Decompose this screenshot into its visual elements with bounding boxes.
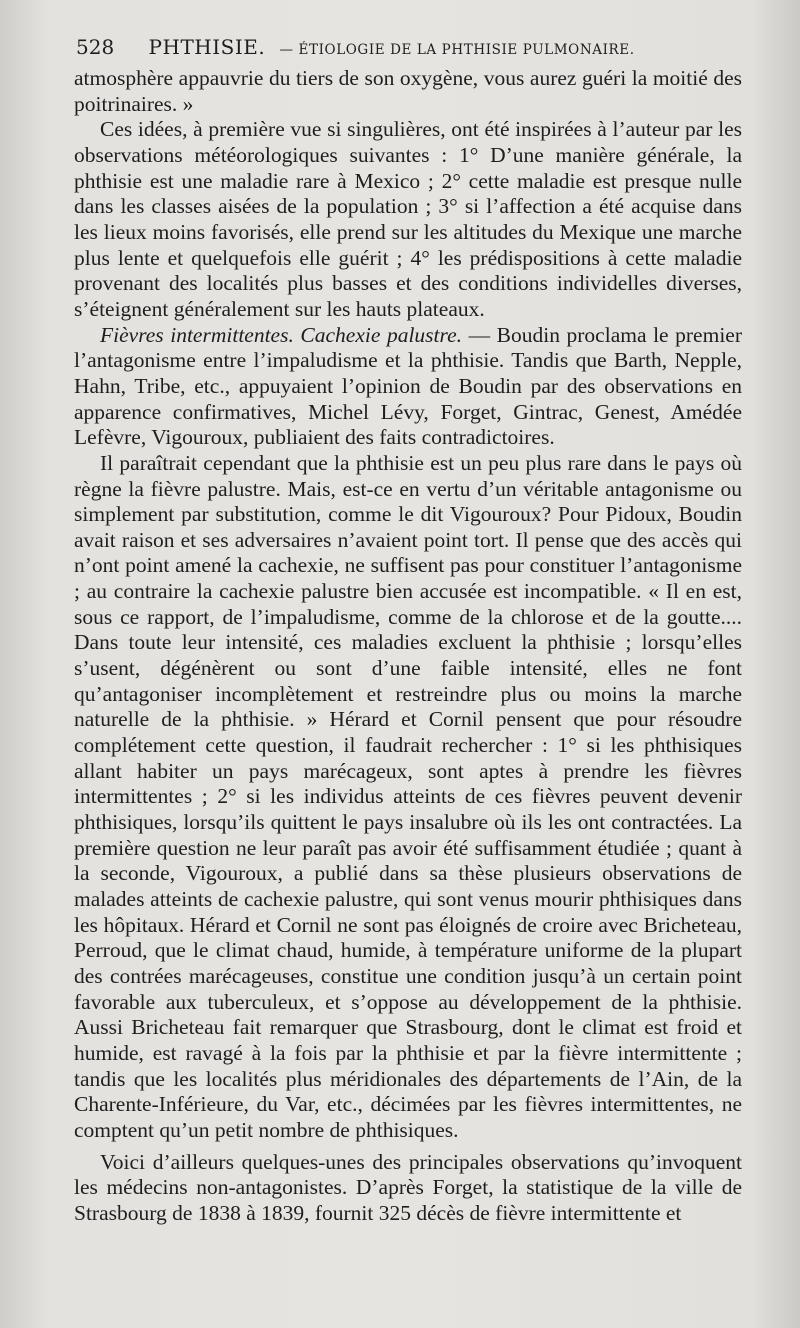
section-heading-italic: Fièvres intermittentes. Cachexie palustre. — [100, 322, 463, 347]
body-text — [74, 66, 742, 1227]
running-subtitle: — ÉTIOLOGIE DE LA PHTHISIE PULMONAIRE. — [279, 42, 635, 58]
paragraph-fievres-intermittentes — [74, 323, 742, 451]
paragraph-antagonisme: Il paraîtrait cependant que la phthisie est un peu plus rare dans le pays où règne la fièvre palustre. Mais, est-ce en vertu d’un véritable antagonisme ou simplement par substitution, comme le dit Vigouroux? Pour Pidoux, Boudin avait raison et ses adversaires n’avaient point tort. Il pense que des accès qui n’ont point amené la cachexie, ne suffisent pas pour constituer l’antagonisme ; au contraire la cachexie palustre bien accusée est incompatible. « Il en est, sous ce rapport, de l’impaludisme, comme de la chlorose et de la goutte.... Dans toute leur intensité, ces maladies excluent la phthisie ; lorsqu’elles s’usent, dégénèrent ou sont d’une faible intensité, elles ne font qu’antagoniser incomplètement et restreindre plus ou moins la marche naturelle de la phthisie. » Hérard et Cornil pensent que pour résoudre complétement cette question, il faudrait rechercher : 1° si les phthisiques allant habiter un pays marécageux, sont aptes à prendre les fièvres intermittentes ; 2° si les individus atteints de ces fièvres peuvent devenir phthisiques, lorsqu’ils quittent le pays insalubre où ils les ont contractées. La première question ne leur paraît pas avoir été suffisamment étudiée ; quant à la seconde, Vigouroux, a publié dans sa thèse plusieurs observations de malades atteints de cachexie palustre, qui sont venus mourir phthisiques dans les hôpitaux. Hérard et Cornil ne sont pas éloignés de croire avec Bricheteau, Perroud, que le climat chaud, humide, à température uniforme de la plupart des contrées marécageuses, constitue une condition jusqu’à un certain point favorable aux tuberculeux, et s’oppose au développement de la phthisie. Aussi Bricheteau fait remarquer que Strasbourg, dont le climat est froid et humide, est ravagé à la fois par la phthisie et par la fièvre intermittente ; tandis que les localités plus méridionales des départements de l’Ain, de la Charente-Inférieure, du Var, etc., décimées par les fièvres intermittentes, ne comptent qu’un petit nombre de phthisiques. — [74, 450, 742, 1142]
running-header — [76, 34, 742, 63]
page-number: 528 — [76, 35, 115, 59]
paragraph-body: — Boudin proclama le premier l’antagonisme entre l’impaludisme et la phthisie. Tandis que Barth, Nepple, Hahn, Tribe, etc., appuyaient l’opinion de Boudin par des observations en apparence confirmatives, Michel Lévy, Forget, Gintrac, Genest, Amédée Lefèvre, Vigouroux, publiaient des faits contradictoires. — [74, 322, 743, 450]
paragraph-continuation: atmosphère appauvrie du tiers de son oxygène, vous aurez guéri la moitié des poitrinaires. » — [74, 66, 742, 116]
running-title: PHTHISIE. — [148, 35, 266, 59]
paragraph-non-antagonistes: Voici d’ailleurs quelques-unes des principales observations qu’invoquent les médecins non-antagonistes. D’après Forget, la statistique de la ville de Strasbourg de 1838 à 1839, fournit 325 décès de fièvre intermittente et — [74, 1149, 742, 1225]
paragraph-mexico-observations: Ces idées, à première vue si singulières, ont été inspirées à l’auteur par les observations météorologiques suivantes : 1° D’une manière générale, la phthisie est une maladie rare à Mexico ; 2° cette maladie est presque nulle dans les classes aisées de la population ; 3° si l’affection a été acquise dans les lieux moins favorisés, elle prend sur les altitudes du Mexique une marche plus lente et quelquefois elle guérit ; 4° les prédispositions à cette maladie provenant des localités plus basses et des conditions individelles diverses, s’éteignent généralement sur les hauts plateaux. — [74, 117, 742, 321]
